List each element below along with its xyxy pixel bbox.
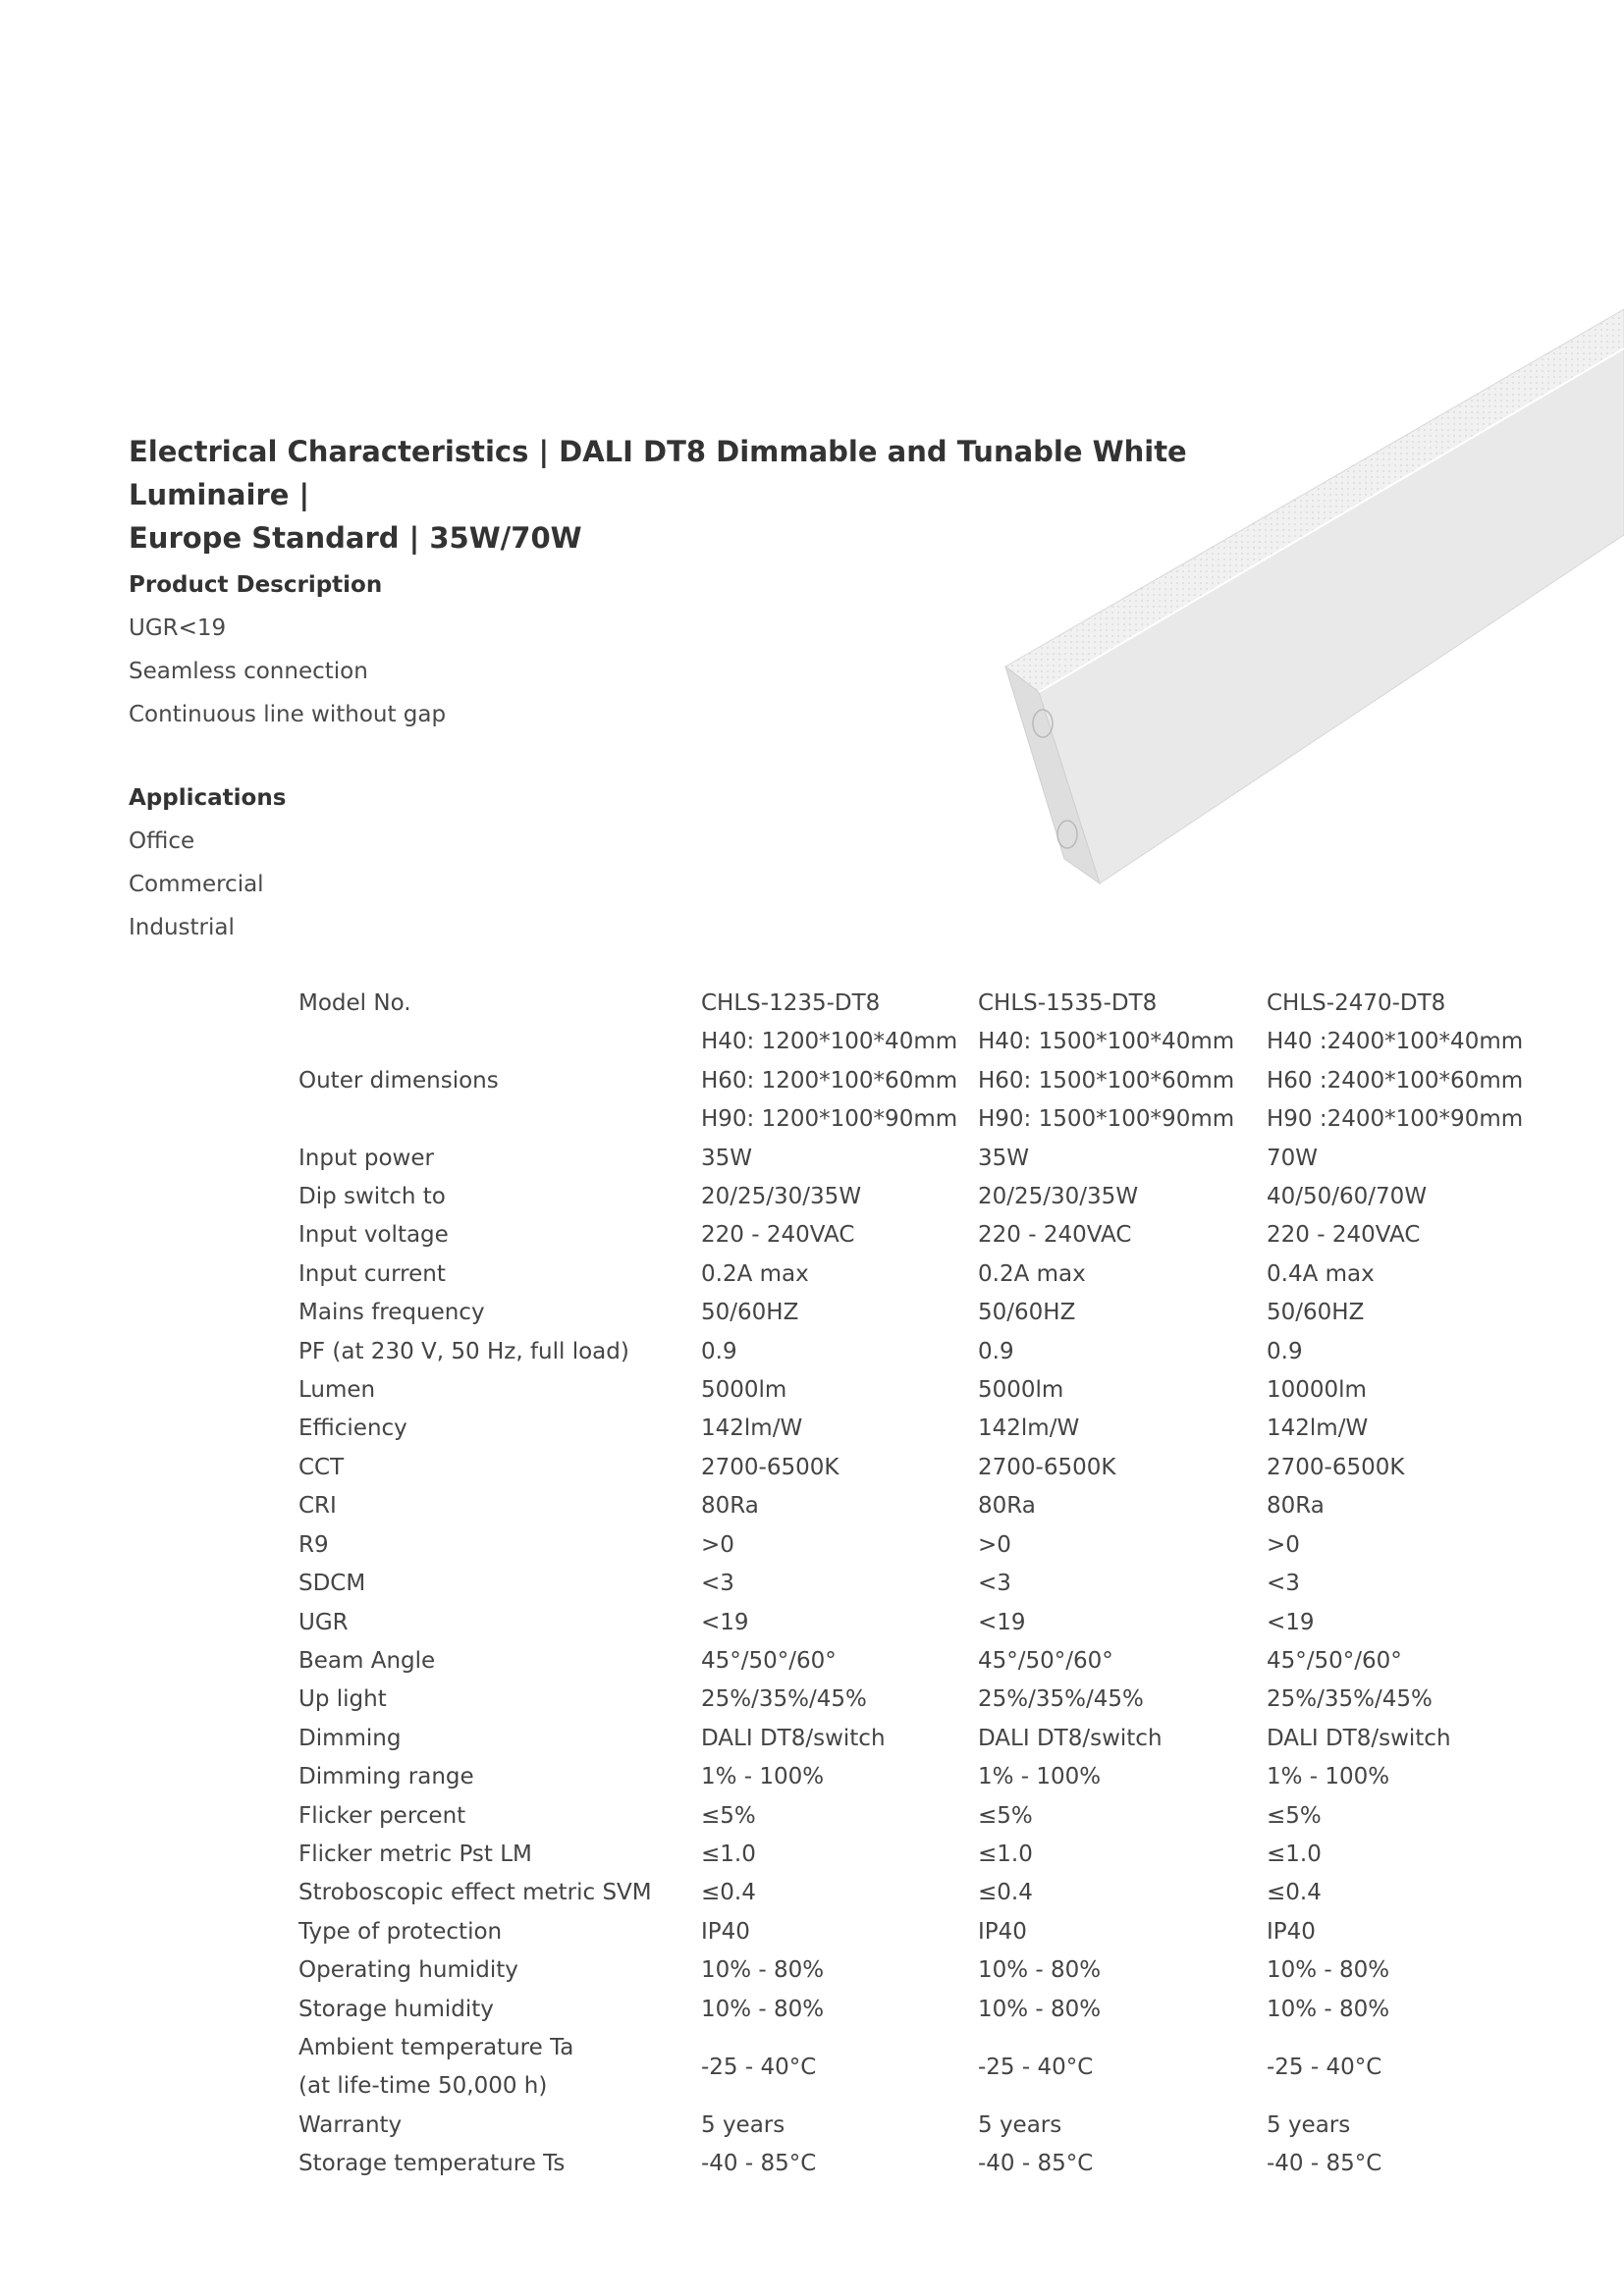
spec-value: 220 - 240VAC — [978, 1222, 1132, 1249]
spec-value: H60: 1500*100*60mm — [978, 1067, 1235, 1094]
spec-value: 45°/50°/60° — [701, 1647, 837, 1674]
spec-value: H90: 1500*100*90mm — [978, 1106, 1235, 1133]
spec-value: -40 - 85°C — [978, 2151, 1094, 2177]
table-row — [298, 1255, 1523, 1294]
spec-label: Input voltage — [298, 1222, 449, 1249]
spec-value: 50/60HZ — [978, 1300, 1076, 1326]
table-row — [298, 1951, 1523, 1990]
spec-value: <19 — [1267, 1609, 1315, 1635]
spec-value: DALI DT8/switch — [701, 1725, 886, 1751]
table-row — [298, 1140, 1523, 1178]
applications-section — [129, 776, 286, 949]
applications-heading: Applications — [129, 785, 287, 811]
spec-label: SDCM — [298, 1571, 366, 1597]
spec-value: 0.2A max — [978, 1260, 1086, 1287]
spec-value: -25 - 40°C — [701, 2054, 817, 2080]
spec-value: 25%/35%/45% — [701, 1686, 867, 1713]
spec-label: UGR — [298, 1609, 349, 1635]
table-row — [298, 1681, 1523, 1719]
spec-value: 10% - 80% — [978, 1957, 1102, 1984]
spec-value: >0 — [701, 1531, 734, 1558]
spec-value: 20/25/30/35W — [978, 1184, 1139, 1210]
product-description-section — [129, 563, 446, 736]
spec-label: Beam Angle — [298, 1647, 436, 1674]
spec-label: Type of protection — [298, 1918, 503, 1945]
specifications-table — [298, 985, 1523, 2184]
description-item: Seamless connection — [129, 659, 368, 684]
spec-value: 10% - 80% — [701, 1996, 825, 2022]
spec-label: Storage temperature Ts — [298, 2151, 566, 2177]
spec-value: 10000lm — [1267, 1377, 1367, 1404]
application-item: Office — [129, 828, 195, 854]
spec-label: Input power — [298, 1145, 434, 1171]
spec-label: Mains frequency — [298, 1300, 485, 1326]
spec-label: Model No. — [298, 990, 411, 1016]
spec-label: Operating humidity — [298, 1957, 518, 1984]
spec-value: <3 — [701, 1571, 734, 1597]
spec-value: ≤1.0 — [978, 1841, 1033, 1867]
spec-value: IP40 — [978, 1918, 1027, 1945]
spec-value: 5000lm — [978, 1377, 1064, 1404]
table-row — [298, 1797, 1523, 1836]
table-row — [298, 1758, 1523, 1796]
spec-value: 70W — [1267, 1145, 1319, 1171]
spec-value: 0.9 — [978, 1338, 1014, 1364]
spec-value: ≤0.4 — [978, 1880, 1033, 1906]
spec-label: Stroboscopic effect metric SVM — [298, 1880, 652, 1906]
spec-label: CRI — [298, 1493, 337, 1520]
spec-label: Storage humidity — [298, 1996, 494, 2022]
spec-value: 35W — [701, 1145, 753, 1171]
spec-value: 1% - 100% — [701, 1764, 825, 1790]
table-row — [298, 1062, 1523, 1100]
spec-label: Flicker metric Pst LM — [298, 1841, 532, 1867]
table-row — [298, 1720, 1523, 1758]
spec-value: <3 — [1267, 1571, 1300, 1597]
spec-value: ≤0.4 — [701, 1880, 756, 1906]
spec-value: H90 :2400*100*90mm — [1267, 1106, 1524, 1133]
spec-label: Flicker percent — [298, 1802, 466, 1829]
table-row — [298, 1333, 1523, 1371]
table-row — [298, 1294, 1523, 1332]
spec-label: Warranty — [298, 2111, 403, 2138]
spec-value: 10% - 80% — [1267, 1957, 1390, 1984]
table-row — [298, 1178, 1523, 1216]
table-row — [298, 2029, 1523, 2107]
table-row — [298, 985, 1523, 1023]
ambient-label-line-2: (at life-time 50,000 h) — [298, 2073, 548, 2100]
table-row — [298, 1526, 1523, 1565]
spec-value: -40 - 85°C — [701, 2151, 817, 2177]
spec-value: 25%/35%/45% — [1267, 1686, 1433, 1713]
spec-value: 5 years — [1267, 2111, 1351, 2138]
table-row — [298, 1023, 1523, 1061]
spec-value: DALI DT8/switch — [978, 1725, 1163, 1751]
spec-value: DALI DT8/switch — [1267, 1725, 1451, 1751]
spec-value: 0.9 — [701, 1338, 737, 1364]
spec-value: 142lm/W — [1267, 1415, 1369, 1442]
spec-value: 10% - 80% — [1267, 1996, 1390, 2022]
spec-value: >0 — [978, 1531, 1011, 1558]
spec-value: 2700-6500K — [1267, 1454, 1405, 1480]
spec-value: H40: 1500*100*40mm — [978, 1029, 1235, 1055]
spec-value: 20/25/30/35W — [701, 1184, 862, 1210]
spec-value: >0 — [1267, 1531, 1300, 1558]
spec-value: 5 years — [701, 2111, 785, 2138]
spec-value: -25 - 40°C — [978, 2054, 1094, 2080]
spec-value: <19 — [701, 1609, 749, 1635]
spec-value: 2700-6500K — [978, 1454, 1116, 1480]
ambient-label-line-1: Ambient temperature Ta — [298, 2034, 574, 2060]
description-item: Continuous line without gap — [129, 702, 447, 727]
table-row — [298, 1565, 1523, 1603]
spec-value: 0.2A max — [701, 1260, 809, 1287]
spec-label: Dimming — [298, 1725, 402, 1751]
table-row — [298, 2107, 1523, 2145]
table-row — [298, 2145, 1523, 2183]
spec-value: 5000lm — [701, 1377, 787, 1404]
description-item: UGR<19 — [129, 615, 227, 641]
spec-value: 10% - 80% — [978, 1996, 1102, 2022]
spec-value: 45°/50°/60° — [978, 1647, 1113, 1674]
table-row — [298, 1836, 1523, 1874]
table-row — [298, 1449, 1523, 1487]
spec-label: PF (at 230 V, 50 Hz, full load) — [298, 1338, 629, 1364]
spec-value: 35W — [978, 1145, 1030, 1171]
spec-value: 142lm/W — [978, 1415, 1080, 1442]
spec-label: Input current — [298, 1260, 446, 1287]
specifications-body — [298, 985, 1523, 1140]
spec-value: H60 :2400*100*60mm — [1267, 1067, 1524, 1094]
product-description-heading: Product Description — [129, 572, 383, 598]
spec-value: ≤1.0 — [1267, 1841, 1322, 1867]
table-row — [298, 1604, 1523, 1642]
spec-label: Lumen — [298, 1377, 376, 1404]
spec-value: 25%/35%/45% — [978, 1686, 1144, 1713]
table-row — [298, 1913, 1523, 1951]
spec-value: ≤0.4 — [1267, 1880, 1322, 1906]
spec-value: 2700-6500K — [701, 1454, 839, 1480]
spec-label: Dimming range — [298, 1764, 474, 1790]
luminaire-product-image — [992, 309, 1624, 898]
spec-value: 50/60HZ — [1267, 1300, 1365, 1326]
spec-value: 40/50/60/70W — [1267, 1184, 1428, 1210]
table-row — [298, 1371, 1523, 1410]
spec-value: 220 - 240VAC — [1267, 1222, 1421, 1249]
spec-value: 10% - 80% — [701, 1957, 825, 1984]
spec-value: 0.9 — [1267, 1338, 1303, 1364]
spec-value: CHLS-2470-DT8 — [1267, 990, 1446, 1016]
table-row — [298, 1874, 1523, 1912]
specifications-ambient — [298, 2029, 1523, 2107]
specifications-tail — [298, 2107, 1523, 2184]
spec-value: 50/60HZ — [701, 1300, 799, 1326]
spec-value: <3 — [978, 1571, 1011, 1597]
table-row — [298, 1216, 1523, 1255]
spec-value: 1% - 100% — [1267, 1764, 1390, 1790]
spec-label: Up light — [298, 1686, 387, 1713]
page-title — [129, 430, 1346, 560]
spec-value: ≤1.0 — [701, 1841, 756, 1867]
spec-value: -25 - 40°C — [1267, 2054, 1382, 2080]
spec-label: R9 — [298, 1531, 329, 1558]
application-item: Industrial — [129, 915, 235, 940]
table-row — [298, 1100, 1523, 1139]
spec-value: 80Ra — [1267, 1493, 1325, 1520]
spec-value: H40 :2400*100*40mm — [1267, 1029, 1524, 1055]
spec-value: -40 - 85°C — [1267, 2151, 1382, 2177]
spec-label — [298, 1100, 701, 1139]
spec-value: ≤5% — [1267, 1802, 1322, 1829]
spec-value: 0.4A max — [1267, 1260, 1375, 1287]
spec-value: ≤5% — [701, 1802, 756, 1829]
spec-value: 5 years — [978, 2111, 1062, 2138]
spec-label: Efficiency — [298, 1415, 407, 1442]
table-row — [298, 1642, 1523, 1681]
application-item: Commercial — [129, 872, 264, 897]
spec-value: IP40 — [1267, 1918, 1316, 1945]
spec-value: <19 — [978, 1609, 1026, 1635]
title-line-2: Europe Standard | 35W/70W — [129, 521, 582, 555]
spec-value: IP40 — [701, 1918, 750, 1945]
spec-value: ≤5% — [978, 1802, 1033, 1829]
spec-value: CHLS-1235-DT8 — [701, 990, 881, 1016]
spec-value: 142lm/W — [701, 1415, 803, 1442]
spec-value: 80Ra — [978, 1493, 1036, 1520]
table-row — [298, 1410, 1523, 1448]
table-row — [298, 1991, 1523, 2029]
spec-value: CHLS-1535-DT8 — [978, 990, 1158, 1016]
title-line-1: Electrical Characteristics | DALI DT8 Dimmable and Tunable White Luminaire | — [129, 435, 1187, 511]
spec-value: 80Ra — [701, 1493, 759, 1520]
spec-label: Outer dimensions — [298, 1067, 499, 1094]
spec-value: H90: 1200*100*90mm — [701, 1106, 958, 1133]
spec-value: H40: 1200*100*40mm — [701, 1029, 958, 1055]
spec-value: H60: 1200*100*60mm — [701, 1067, 958, 1094]
spec-value: 1% - 100% — [978, 1764, 1102, 1790]
spec-label: CCT — [298, 1454, 345, 1480]
spec-label: Dip switch to — [298, 1184, 446, 1210]
spec-label — [298, 2029, 701, 2107]
spec-label — [298, 1023, 701, 1061]
spec-value: 220 - 240VAC — [701, 1222, 855, 1249]
table-row — [298, 1487, 1523, 1525]
specifications-rows — [298, 1140, 1523, 2029]
spec-value: 45°/50°/60° — [1267, 1647, 1402, 1674]
